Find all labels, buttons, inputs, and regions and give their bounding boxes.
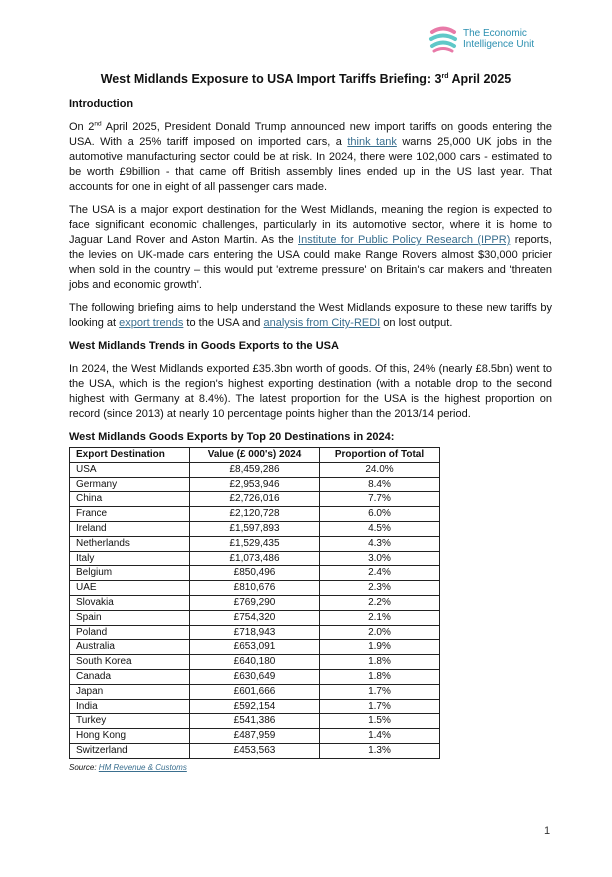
cell-value: £653,091	[190, 640, 320, 655]
source-label: Source:	[69, 762, 99, 772]
trends-paragraph: In 2024, the West Midlands exported £35.3bn worth of goods. Of this, 24% (nearly £8.5bn) went to the USA, which is the region's highest exporting destination (with a notable drop to the second highest with Germany at 8.4%). The latest proportion for the USA is the highest proportion on record (since 2013) at nearly 10 percentage points higher than the 2013/14 period.	[69, 363, 552, 420]
cell-proportion: 4.3%	[320, 536, 440, 551]
cell-destination: Spain	[70, 610, 190, 625]
table-row	[70, 743, 440, 758]
cell-proportion: 6.0%	[320, 507, 440, 522]
export-trends-link[interactable]: export trends	[119, 317, 184, 329]
table-row	[70, 492, 440, 507]
cell-destination: Canada	[70, 669, 190, 684]
table-row	[70, 595, 440, 610]
table-row	[70, 729, 440, 744]
cell-proportion: 2.4%	[320, 566, 440, 581]
title-sup: rd	[441, 72, 449, 80]
page-title	[0, 72, 612, 86]
cell-proportion: 2.0%	[320, 625, 440, 640]
cell-value: £1,597,893	[190, 521, 320, 536]
table-row	[70, 521, 440, 536]
intro-paragraph-3	[69, 301, 552, 331]
column-header-destination: Export Destination	[70, 448, 190, 463]
cell-proportion: 1.5%	[320, 714, 440, 729]
intro-paragraph-2	[69, 203, 552, 293]
cell-value: £2,120,728	[190, 507, 320, 522]
intro-paragraph-1	[69, 120, 552, 195]
logo-line-1: The Economic	[463, 28, 527, 39]
cell-destination: Italy	[70, 551, 190, 566]
cell-value: £718,943	[190, 625, 320, 640]
cell-value: £601,666	[190, 684, 320, 699]
cell-destination: Belgium	[70, 566, 190, 581]
table-row	[70, 462, 440, 477]
cell-destination: Slovakia	[70, 595, 190, 610]
intro-p1-text-c: warns 25,000 UK jobs in the automotive manufacturing sector could be at risk. In 2024, there were 102,000 cars - estimated to be worth £9billion - that came off British assembly lines ended up in the US last year. That accounts for one in eight of all passenger cars made.	[69, 136, 552, 193]
title-tail: April 2025	[448, 72, 512, 86]
cell-destination: Turkey	[70, 714, 190, 729]
table-row	[70, 536, 440, 551]
cell-value: £453,563	[190, 743, 320, 758]
intro-p1-text-b: April 2025, President Donald Trump announced new import tariffs on goods entering the USA. With a 25% tariff imposed on imported cars, a	[69, 121, 552, 148]
table-heading: West Midlands Goods Exports by Top 20 Destinations in 2024:	[69, 431, 395, 443]
column-header-value: Value (£ 000's) 2024	[190, 448, 320, 463]
cell-value: £1,529,435	[190, 536, 320, 551]
column-header-proportion: Proportion of Total	[320, 448, 440, 463]
cell-proportion: 2.2%	[320, 595, 440, 610]
cell-value: £640,180	[190, 655, 320, 670]
cell-destination: UAE	[70, 581, 190, 596]
cell-value: £630,649	[190, 669, 320, 684]
cell-proportion: 1.7%	[320, 699, 440, 714]
intro-p1-text-a: On 2	[69, 121, 95, 133]
cell-proportion: 1.3%	[320, 743, 440, 758]
table-row	[70, 669, 440, 684]
intro-p1-sup: nd	[94, 120, 102, 128]
table-row	[70, 507, 440, 522]
cell-destination: India	[70, 699, 190, 714]
cell-proportion: 24.0%	[320, 462, 440, 477]
exports-table	[69, 447, 440, 759]
cell-destination: Ireland	[70, 521, 190, 536]
table-row	[70, 581, 440, 596]
table-row	[70, 640, 440, 655]
table-row	[70, 684, 440, 699]
intro-p2-text-b: reports, the levies on UK-made cars entering the USA could make Range Rovers almost $30,000 pricier when sold in the country – this would put 'extreme pressure' on Britain's car makers and 'threaten jobs and economic growth'.	[69, 234, 552, 291]
logo	[428, 24, 534, 54]
intro-heading: Introduction	[69, 98, 134, 110]
cell-proportion: 3.0%	[320, 551, 440, 566]
economic-intelligence-unit-logo-icon	[428, 24, 458, 54]
cell-value: £2,953,946	[190, 477, 320, 492]
cell-value: £1,073,486	[190, 551, 320, 566]
table-row	[70, 610, 440, 625]
logo-text	[463, 28, 534, 50]
cell-destination: China	[70, 492, 190, 507]
cell-value: £541,386	[190, 714, 320, 729]
cell-destination: Germany	[70, 477, 190, 492]
table-row	[70, 699, 440, 714]
table-row	[70, 655, 440, 670]
ippr-link[interactable]: Institute for Public Policy Research (IPPR)	[298, 234, 511, 246]
intro-p3-text-a: The following briefing aims to help understand the West Midlands exposure to these new tariffs by looking at	[69, 302, 552, 329]
trends-heading: West Midlands Trends in Goods Exports to the USA	[69, 340, 339, 352]
cell-value: £2,726,016	[190, 492, 320, 507]
cell-value: £850,496	[190, 566, 320, 581]
cell-destination: Netherlands	[70, 536, 190, 551]
cell-destination: Hong Kong	[70, 729, 190, 744]
cell-destination: Australia	[70, 640, 190, 655]
intro-p2-text-a: The USA is a major export destination for the West Midlands, meaning the region is expected to face significant economic challenges, particularly in its automotive sector, where it is home to Jaguar Land Rover and Aston Martin. As the	[69, 204, 552, 246]
page-number: 1	[544, 825, 551, 837]
cell-destination: USA	[70, 462, 190, 477]
cell-destination: France	[70, 507, 190, 522]
cell-proportion: 1.9%	[320, 640, 440, 655]
cell-proportion: 7.7%	[320, 492, 440, 507]
cell-value: £487,959	[190, 729, 320, 744]
title-main: West Midlands Exposure to USA Import Tariffs Briefing: 3	[100, 72, 442, 86]
cell-proportion: 8.4%	[320, 477, 440, 492]
cell-value: £592,154	[190, 699, 320, 714]
table-header-row	[70, 448, 440, 463]
intro-p3-text-c: on lost output.	[380, 317, 453, 329]
table-body	[70, 462, 440, 758]
cell-proportion: 2.3%	[320, 581, 440, 596]
think-tank-link[interactable]: think tank	[347, 136, 397, 148]
cell-destination: Japan	[70, 684, 190, 699]
intro-p3-text-b: to the USA and	[183, 317, 264, 329]
cell-proportion: 1.7%	[320, 684, 440, 699]
cell-value: £8,459,286	[190, 462, 320, 477]
table-row	[70, 477, 440, 492]
cell-destination: Poland	[70, 625, 190, 640]
cell-value: £810,676	[190, 581, 320, 596]
cell-destination: Switzerland	[70, 743, 190, 758]
cell-proportion: 1.4%	[320, 729, 440, 744]
cell-destination: South Korea	[70, 655, 190, 670]
table-row	[70, 551, 440, 566]
logo-line-2: Intelligence Unit	[463, 39, 535, 50]
cell-value: £754,320	[190, 610, 320, 625]
cell-value: £769,290	[190, 595, 320, 610]
table-source	[69, 760, 552, 775]
cell-proportion: 1.8%	[320, 655, 440, 670]
hmrc-source-link[interactable]: HM Revenue & Customs	[98, 762, 187, 772]
table-row	[70, 625, 440, 640]
table-row	[70, 566, 440, 581]
cell-proportion: 2.1%	[320, 610, 440, 625]
table-row	[70, 714, 440, 729]
cell-proportion: 1.8%	[320, 669, 440, 684]
city-redi-link[interactable]: analysis from City-REDI	[263, 317, 381, 329]
cell-proportion: 4.5%	[320, 521, 440, 536]
document-body	[69, 97, 552, 775]
